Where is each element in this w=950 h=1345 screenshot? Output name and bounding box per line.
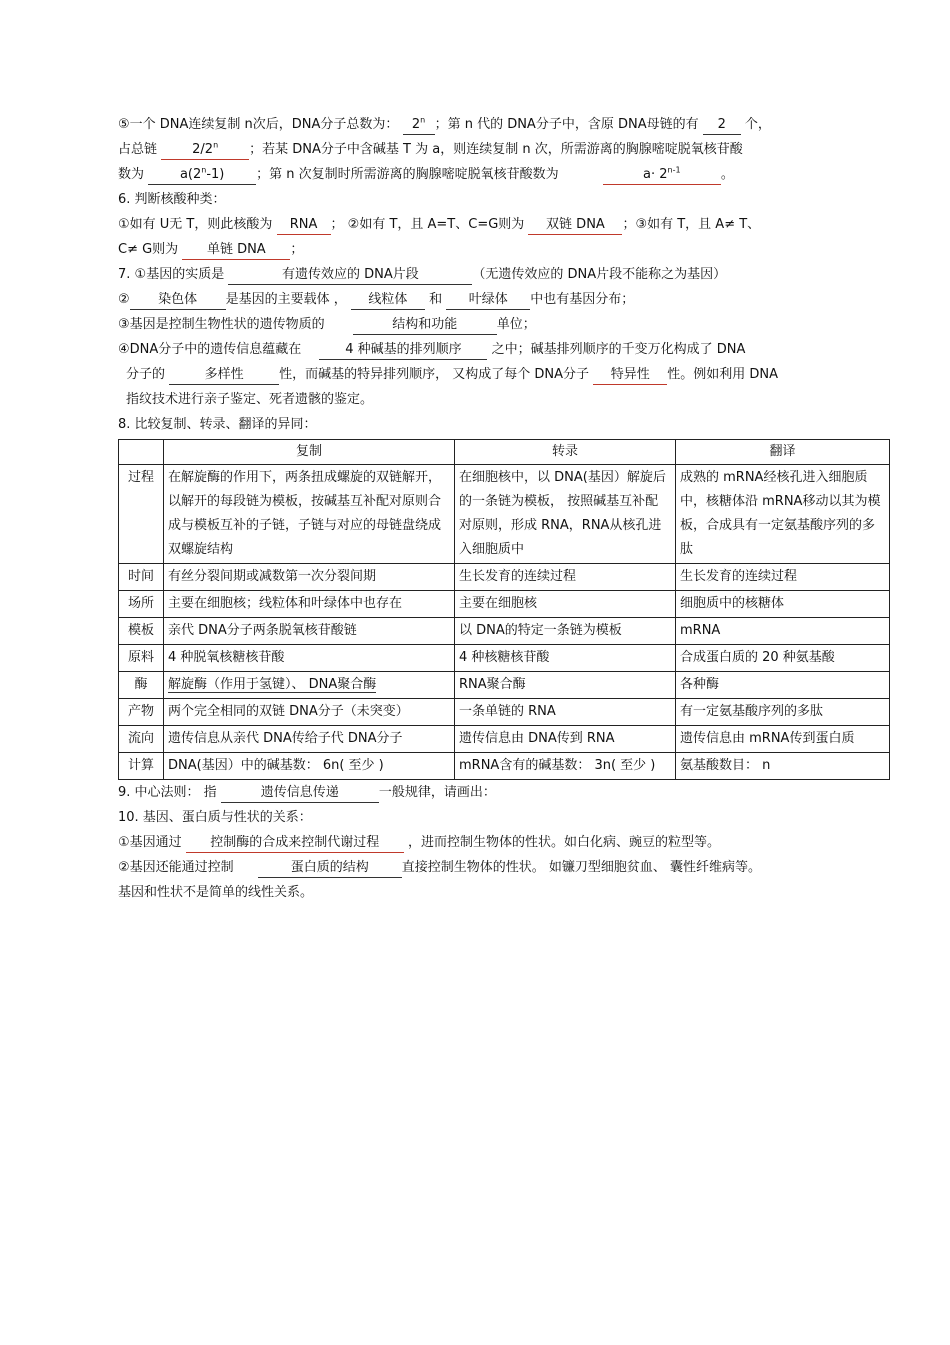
- table-cell: 生长发育的连续过程: [455, 564, 676, 591]
- text: 和: [429, 292, 443, 307]
- table-cell: 合成蛋白质的 20 种氨基酸: [676, 645, 890, 672]
- line-count: [118, 162, 893, 187]
- answer-blank: [353, 316, 497, 335]
- section-8-title: [118, 412, 893, 437]
- answer-blank: [182, 241, 290, 260]
- table-cell: 以 DNA的特定一条链为模板: [455, 618, 676, 645]
- text: 是基因的主要载体 ，: [225, 292, 347, 307]
- text: 7. ①基因的实质是: [118, 267, 225, 282]
- text: ④DNA分子中的遗传信息蕴藏在: [118, 342, 302, 357]
- text: ②基因还能通过控制: [118, 860, 234, 875]
- table-row: [119, 465, 890, 564]
- table-row: [119, 564, 890, 591]
- text: ，进而控制生物体的性状。如白化病、豌豆的粒型等。: [407, 835, 720, 850]
- answer-blank: [161, 141, 249, 160]
- text: 之中；碱基排列顺序的千变万化构成了 DNA: [491, 342, 746, 357]
- worksheet: [118, 112, 893, 905]
- line-nucleic-acid: [118, 212, 893, 237]
- table-cell: 成熟的 mRNA经核孔进入细胞质中，核糖体沿 mRNA移动以其为模板，合成具有一定氨基酸序列的多肽: [676, 465, 890, 564]
- text: ；第 n 次复制时所需游离的胸腺嘧啶脱氧核苷酸数为: [256, 167, 559, 182]
- answer-blank: [148, 166, 256, 185]
- row-label: 产物: [119, 699, 164, 726]
- table-cell: 遗传信息由 mRNA传到蛋白质: [676, 726, 890, 753]
- answer-blank: [528, 216, 622, 235]
- text: 。: [720, 167, 734, 182]
- text: 性，而碱基的特异排列顺序， 又构成了每个 DNA分子: [279, 367, 590, 382]
- section-10-title: [118, 805, 893, 830]
- table-cell: mRNA含有的碱基数： 3n( 至少 ): [455, 753, 676, 780]
- table-cell: 4 种脱氧核糖核苷酸: [164, 645, 455, 672]
- answer: RNA: [289, 217, 318, 232]
- text: ①基因通过: [118, 835, 182, 850]
- text: 分子的: [126, 367, 166, 382]
- table-row: [119, 591, 890, 618]
- text: 个，: [744, 117, 771, 132]
- table-cell: mRNA: [676, 618, 890, 645]
- answer: 2: [717, 117, 726, 132]
- row-label: 时间: [119, 564, 164, 591]
- superscript: n: [420, 115, 426, 125]
- answer: 特异性: [610, 367, 650, 382]
- text: ①如有 U无 T，则此核酸为: [118, 217, 273, 232]
- line-genetic-info: [118, 337, 893, 362]
- row-label: 过程: [119, 465, 164, 564]
- table-cell: 主要在细胞核；线粒体和叶绿体中也存在: [164, 591, 455, 618]
- answer-blank: [186, 834, 404, 853]
- answer: 4 种碱基的排列顺序: [345, 342, 462, 357]
- table-cell: DNA(基因）中的碱基数： 6n( 至少 ): [164, 753, 455, 780]
- answer: 蛋白质的结构: [290, 860, 369, 875]
- answer-blank: [130, 291, 226, 310]
- superscript: n: [201, 165, 207, 175]
- text: 基因和性状不是简单的线性关系。: [118, 885, 314, 900]
- text: 性。例如利用 DNA: [667, 367, 778, 382]
- table-row: [119, 699, 890, 726]
- table-cell: 主要在细胞核: [455, 591, 676, 618]
- answer: a(2: [179, 167, 202, 182]
- answer-blank: [351, 291, 425, 310]
- table-cell: 在细胞核中，以 DNA(基因）解旋后的一条链为模板， 按照碱基互补配对原则，形成 RNA，RNA从核孔进入细胞质中: [455, 465, 676, 564]
- line-diversity: [118, 362, 893, 387]
- text: 单位；: [496, 317, 536, 332]
- answer: 控制酶的合成来控制代谢过程: [210, 835, 380, 850]
- text: 中也有基因分布；: [530, 292, 635, 307]
- table-cell: 遗传信息从亲代 DNA传给子代 DNA分子: [164, 726, 455, 753]
- table-header: 翻译: [676, 440, 890, 465]
- line-single-strand: [118, 237, 893, 262]
- answer-blank: [319, 341, 487, 360]
- line-enzyme-control: [118, 830, 893, 855]
- text: 数为: [118, 167, 145, 182]
- line-fingerprint: [118, 387, 893, 412]
- text: ②: [118, 292, 130, 307]
- text: ③基因是控制生物性状的遗传物质的: [118, 317, 325, 332]
- text: 指纹技术进行亲子鉴定、死者遗骸的鉴定。: [126, 392, 374, 407]
- answer: -1): [206, 167, 225, 182]
- answer: 结构和功能: [392, 317, 458, 332]
- text: ；若某 DNA分子中含碱基 T 为 a，则连续复制 n 次，所需游离的胸腺嘧啶脱氧核苷酸: [249, 142, 743, 157]
- answer-blank: [258, 859, 402, 878]
- table-header: 转录: [455, 440, 676, 465]
- answer-blank: [169, 366, 279, 385]
- answer-blank: [277, 216, 331, 235]
- line-central-dogma: [118, 780, 893, 805]
- table-header-row: [119, 440, 890, 465]
- line-ratio: [118, 137, 893, 162]
- table-cell: 一条单链的 RNA: [455, 699, 676, 726]
- row-label: 模板: [119, 618, 164, 645]
- section-6-title: [118, 187, 893, 212]
- line-gene-carrier: [118, 287, 893, 312]
- answer: 多样性: [204, 367, 244, 382]
- answer: 染色体: [158, 292, 198, 307]
- table-row: [119, 618, 890, 645]
- text: ；③如有 T，且 A≠ T、: [622, 217, 761, 232]
- table-cell: 两个完全相同的双链 DNA分子（未突变）: [164, 699, 455, 726]
- text: ⑤一个 DNA连续复制 n次后，DNA分子总数为：: [118, 117, 399, 132]
- answer: 遗传信息传递: [260, 785, 339, 800]
- answer: 2/2: [192, 142, 214, 157]
- table-cell: 亲代 DNA分子两条脱氧核苷酸链: [164, 618, 455, 645]
- comparison-table: [118, 439, 890, 780]
- text: 一般规律，请画出：: [378, 785, 496, 800]
- answer: 线粒体: [368, 292, 408, 307]
- line-5-replication: [118, 112, 893, 137]
- table-cell: 氨基酸数目： n: [676, 753, 890, 780]
- answer: 单链 DNA: [206, 242, 266, 257]
- table-cell: 生长发育的连续过程: [676, 564, 890, 591]
- text: C≠ G则为: [118, 242, 179, 257]
- text: 6. 判断核酸种类：: [118, 192, 226, 207]
- table-header: [119, 440, 164, 465]
- answer: 双链 DNA: [546, 217, 605, 232]
- text: ；: [290, 242, 304, 257]
- answer-blank: [703, 116, 741, 135]
- answer-blank: [403, 116, 435, 135]
- table-cell: 在解旋酶的作用下，两条扭成螺旋的双链解开，以解开的每段链为模板，按碱基互补配对原则合成与模板互补的子链，子链与对应的母链盘绕成双螺旋结构: [164, 465, 455, 564]
- row-label: 场所: [119, 591, 164, 618]
- superscript: n-1: [667, 165, 681, 175]
- line-gene-unit: [118, 312, 893, 337]
- table-cell: RNA聚合酶: [455, 672, 676, 699]
- table-cell: [164, 672, 455, 699]
- table-row: [119, 726, 890, 753]
- row-label: 流向: [119, 726, 164, 753]
- line-conclusion: [118, 880, 893, 905]
- answer: 有遗传效应的 DNA片段: [281, 267, 419, 282]
- text: 占总链: [118, 142, 158, 157]
- row-label: 计算: [119, 753, 164, 780]
- answer-blank: [221, 784, 379, 803]
- line-gene-essence: [118, 262, 893, 287]
- row-label: 原料: [119, 645, 164, 672]
- row-label: 酶: [119, 672, 164, 699]
- table-cell: 4 种核糖核苷酸: [455, 645, 676, 672]
- answer-blank: [446, 291, 530, 310]
- table-row: [119, 672, 890, 699]
- answer: 2: [411, 117, 421, 132]
- text: ；第 n 代的 DNA分子中，含原 DNA母链的有: [434, 117, 699, 132]
- enzyme-text: 解旋酶（作用于氢键）、 DNA聚合酶: [168, 677, 377, 692]
- text: 10. 基因、蛋白质与性状的关系：: [118, 810, 312, 825]
- table-cell: 各种酶: [676, 672, 890, 699]
- text: 9. 中心法则： 指: [118, 785, 217, 800]
- answer-blank: [593, 366, 667, 385]
- superscript: n: [213, 140, 219, 150]
- text: 直接控制生物体的性状。 如镰刀型细胞贫血、 囊性纤维病等。: [401, 860, 762, 875]
- line-protein-control: [118, 855, 893, 880]
- table-cell: 有丝分裂间期或减数第一次分裂间期: [164, 564, 455, 591]
- text: 8. 比较复制、转录、翻译的异同：: [118, 417, 317, 432]
- answer-blank: [603, 166, 721, 185]
- table-header: 复制: [164, 440, 455, 465]
- table-row: [119, 753, 890, 780]
- table-cell: 遗传信息由 DNA传到 RNA: [455, 726, 676, 753]
- table-cell: 细胞质中的核糖体: [676, 591, 890, 618]
- table-cell: 有一定氨基酸序列的多肽: [676, 699, 890, 726]
- text: ； ②如有 T，且 A=T、C=G则为: [330, 217, 525, 232]
- table-row: [119, 645, 890, 672]
- answer: 叶绿体: [468, 292, 508, 307]
- answer-blank: [228, 266, 472, 285]
- text: （无遗传效应的 DNA片段不能称之为基因）: [472, 267, 727, 282]
- answer: a· 2: [643, 167, 668, 182]
